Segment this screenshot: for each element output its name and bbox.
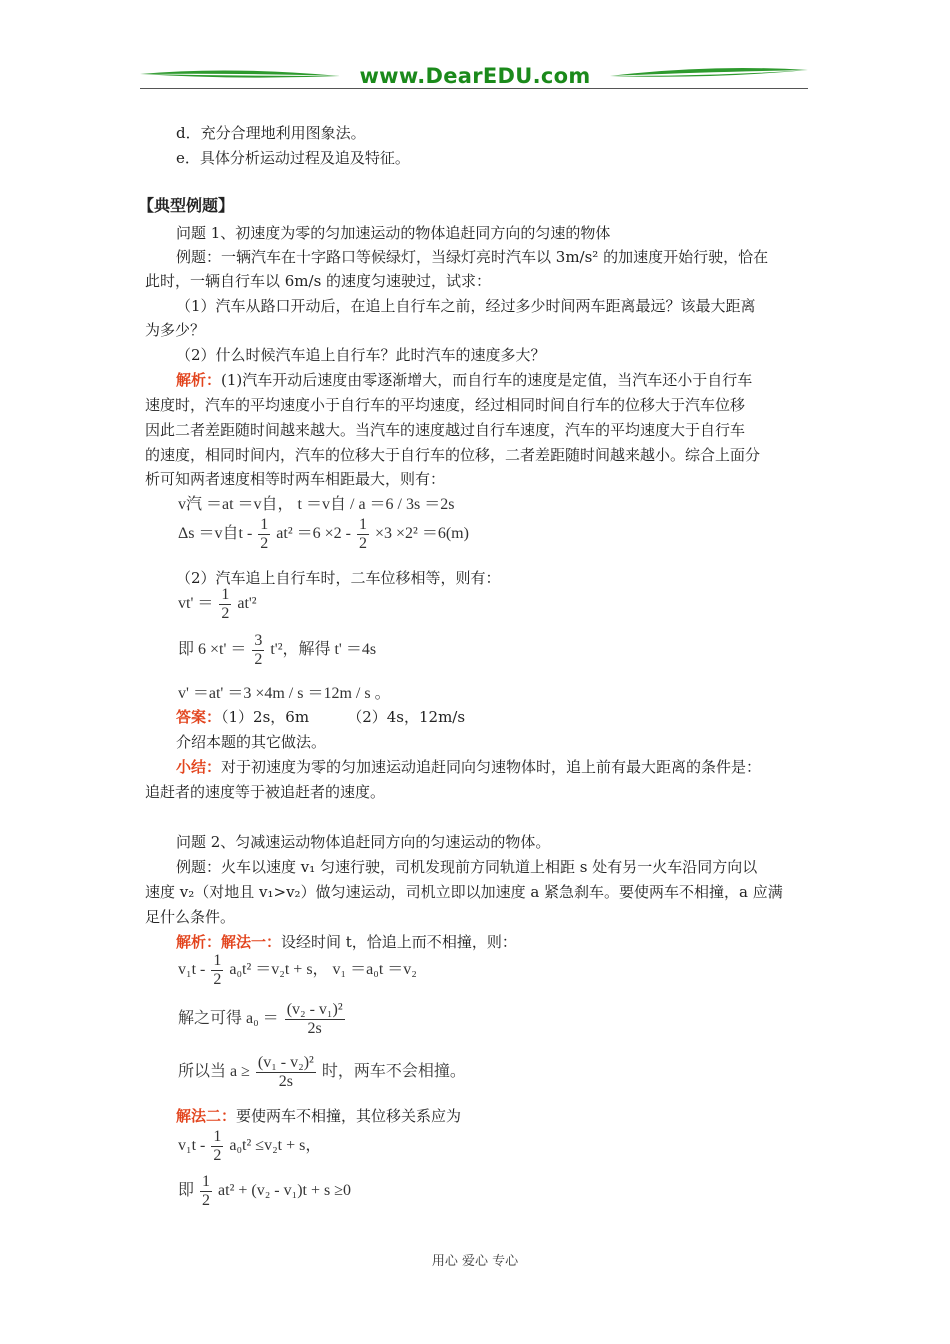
formula-part: a₀t² ≤v₂t + s， xyxy=(229,1137,322,1155)
problem1-analysis-line3: 因此二者差距随时间越来越大。当汽车的速度越过自行车速度，汽车的平均速度大于自行车 xyxy=(145,421,746,439)
formula-part: 即 6 ×t' ＝ xyxy=(178,641,247,659)
problem1-question1-line1: （1）汽车从路口开动后，在追上自行车之前，经过多少时间两车距离最远？该最大距离 xyxy=(176,297,756,315)
fraction xyxy=(200,1173,212,1210)
formula-part: at² + (v₂ - v₁)t + s ≥0 xyxy=(218,1182,351,1200)
problem1-summary-line1 xyxy=(176,755,761,779)
formula-displacement-relation xyxy=(178,1128,321,1165)
method2-label: 解法二： xyxy=(176,1107,237,1125)
fraction-denominator: 2 xyxy=(213,971,222,988)
problem1-example-line1: 例题：一辆汽车在十字路口等候绿灯，当绿灯亮时汽车以 3m/s² 的加速度开始行驶，恰在 xyxy=(176,248,769,266)
fraction xyxy=(211,952,223,989)
site-brand[interactable]: www.DearEDU.com xyxy=(359,64,591,88)
formula-final-velocity: v' ＝at' ＝3 ×4m / s ＝12m / s 。 xyxy=(178,685,391,702)
problem1-question1-line2: 为多少？ xyxy=(145,321,206,339)
fraction-numerator: 1 xyxy=(213,952,222,969)
fraction xyxy=(252,632,264,669)
problem1-other-methods: 介绍本题的其它做法。 xyxy=(176,733,327,751)
formula-part: 所以当 a ≥ xyxy=(178,1063,250,1081)
summary-text: 对于初速度为零的匀加速运动追赶同向匀速物体时，追上前有最大距离的条件是： xyxy=(221,758,762,776)
problem2-analysis xyxy=(176,930,517,954)
fraction-denominator: 2 xyxy=(202,1192,211,1209)
fraction xyxy=(258,516,270,553)
fraction xyxy=(211,1128,223,1165)
page-footer: 用心 爱心 专心 xyxy=(431,1254,519,1269)
problem2-example-line3: 足什么条件。 xyxy=(145,908,236,926)
formula-part: v₁t - xyxy=(178,961,206,979)
formula-part: v₁t - xyxy=(178,1137,206,1155)
problem1-title: 问题 1、初速度为零的匀加速运动的物体追赶同方向的匀速的物体 xyxy=(176,224,611,242)
method2-text: 要使两车不相撞，其位移关系应为 xyxy=(236,1107,462,1125)
fraction-numerator: 1 xyxy=(202,1173,211,1190)
formula-part: t'²，解得 t' ＝4s xyxy=(270,641,377,659)
fraction-denominator: 2 xyxy=(260,535,269,552)
answer-label: 答案： xyxy=(176,708,222,726)
formula-part: ×3 ×2² ＝6(m) xyxy=(375,525,469,543)
formula-part: at² ＝6 ×2 - xyxy=(276,525,351,543)
list-item-d: d．充分合理地利用图象法。 xyxy=(176,124,366,142)
problem1-analysis-line4: 的速度，相同时间内，汽车的位移大于自行车的位移，二者差距随时间越来越小。综合上面分 xyxy=(145,446,761,464)
formula-max-distance xyxy=(178,516,469,553)
fraction xyxy=(285,1001,345,1038)
fraction-denominator: 2 xyxy=(221,605,230,622)
header-divider xyxy=(140,88,808,89)
fraction-numerator: (v₁ - v₂)² xyxy=(257,1054,314,1071)
problem1-analysis-line1 xyxy=(176,368,752,392)
formula-part: a₀t² ＝v₂t + s， v₁ ＝a₀t ＝v₂ xyxy=(229,961,417,979)
problem1-answer xyxy=(176,705,465,729)
formula-condition xyxy=(178,1054,466,1091)
fraction-denominator: 2 xyxy=(359,535,367,552)
formula-part: 解之可得 a₀ ＝ xyxy=(178,1010,279,1028)
formula-equal-displacement xyxy=(178,586,257,623)
fraction-numerator: 3 xyxy=(254,632,263,649)
fraction-numerator: 1 xyxy=(213,1128,222,1145)
answer-text: （1）2s，6m （2）4s，12m/s xyxy=(221,708,466,726)
fraction-denominator: 2 xyxy=(254,651,263,668)
formula-solve-a0 xyxy=(178,1001,347,1038)
problem1-analysis-line2: 速度时，汽车的平均速度小于自行车的平均速度，经过相同时间自行车的位移大于汽车位移 xyxy=(145,396,746,414)
formula-catchup xyxy=(178,952,417,989)
formula-part: 即 xyxy=(178,1182,195,1200)
fraction-denominator: 2s xyxy=(307,1020,322,1037)
problem1-summary-line2: 追赶者的速度等于被追赶者的速度。 xyxy=(145,783,386,801)
problem1-question2: （2）什么时候汽车追上自行车？此时汽车的速度多大？ xyxy=(176,346,546,364)
problem2-title: 问题 2、匀减速运动物体追赶同方向的匀速运动的物体。 xyxy=(176,833,551,851)
formula-part: Δs ＝v自t - xyxy=(178,525,253,543)
analysis-text: (1)汽车开动后速度由零逐渐增大，而自行车的速度是定值，当汽车还小于自行车 xyxy=(221,371,753,389)
problem2-example-line1: 例题：火车以速度 v₁ 匀速行驶，司机发现前方同轨道上相距 s 处有另一火车沿同方向以 xyxy=(176,858,758,876)
problem1-part2: （2）汽车追上自行车时，二车位移相等，则有： xyxy=(176,569,501,587)
formula-part: 时，两车不会相撞。 xyxy=(321,1063,466,1081)
fraction xyxy=(219,586,231,623)
list-item-e: e．具体分析运动过程及追及特征。 xyxy=(176,149,410,167)
fraction-numerator: 1 xyxy=(359,516,367,533)
formula-quadratic xyxy=(178,1173,351,1210)
formula-part: vt' ＝ xyxy=(178,595,214,613)
section-title: 【典型例题】 xyxy=(138,196,235,215)
fraction-denominator: 2 xyxy=(213,1147,222,1164)
problem1-analysis-line5: 析可知两者速度相等时两车相距最大，则有： xyxy=(145,470,446,488)
fraction-numerator: 1 xyxy=(221,586,230,603)
fraction-denominator: 2s xyxy=(278,1073,293,1090)
fraction xyxy=(256,1054,316,1091)
formula-part: at'² xyxy=(237,595,257,613)
summary-label: 小结： xyxy=(176,758,222,776)
fraction-numerator: (v₂ - v₁)² xyxy=(286,1001,343,1018)
problem1-example-line2: 此时，一辆自行车以 6m/s 的速度匀速驶过，试求： xyxy=(145,272,492,290)
analysis-label: 解析： xyxy=(176,371,222,389)
fraction xyxy=(357,516,369,553)
fraction-numerator: 1 xyxy=(260,516,269,533)
problem2-example-line2: 速度 v₂（对地且 v₁>v₂）做匀速运动，司机立即以加速度 a 紧急刹车。要使两车不相撞，a 应满 xyxy=(145,883,783,901)
problem2-method2 xyxy=(176,1104,461,1128)
analysis-label: 解析：解法一： xyxy=(176,933,282,951)
analysis-text: 设经时间 t，恰追上而不相撞，则： xyxy=(281,933,517,951)
formula-velocity: v汽 ＝at ＝v自， t ＝v自 / a ＝6 / 3s ＝2s xyxy=(178,496,455,513)
formula-solve-t xyxy=(178,632,376,669)
